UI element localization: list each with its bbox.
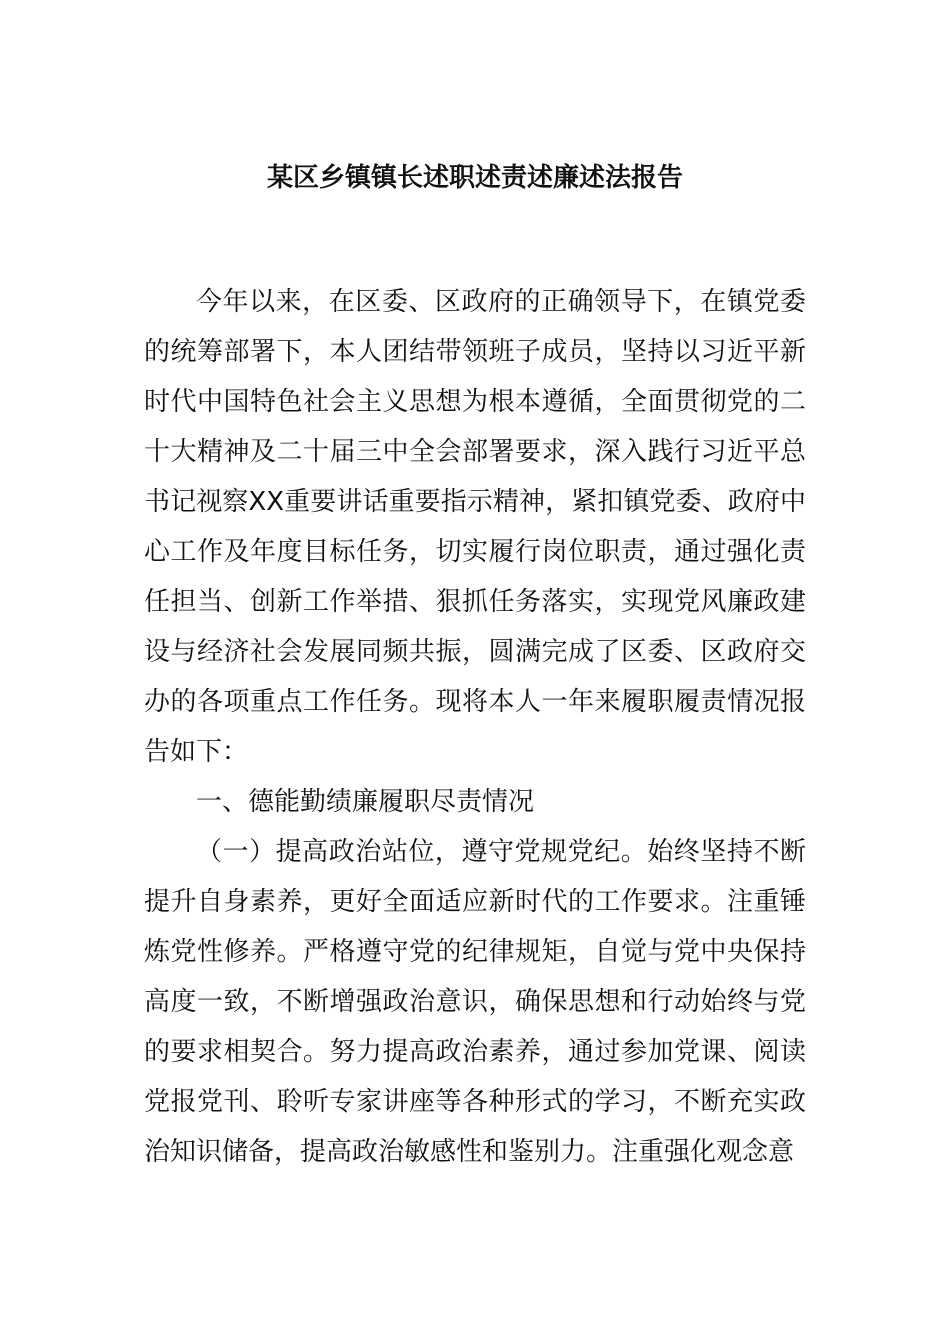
document-title: 某区乡镇镇长述职述责述廉述法报告: [266, 163, 683, 193]
intro-paragraph: 今年以来，在区委、区政府的正确领导下，在镇党委的统筹部署下，本人团结带领班子成员，坚持以习近平新时代中国特色社会主义思想为根本遵循，全面贯彻党的二十大精神及二十届三中全会部署要求，深入践行习近平总书记视察XX重要讲话重要指示精神，紧扣镇党委、政府中心工作及年度目标任务，切实履行岗位职责，通过强化责任担当、创新工作举措、狠抓任务落实，实现党风廉政建设与经济社会发展同频共振，圆满完成了区委、区政府交办的各项重点工作任务。现将本人一年来履职履责情况报告如下：: [144, 287, 806, 767]
section-heading: 一、德能勤绩廉履职尽责情况: [196, 787, 535, 817]
document-body: [144, 277, 806, 1177]
subsection-paragraph: （一）提高政治站位，遵守党规党纪。始终坚持不断提升自身素养，更好全面适应新时代的工作要求。注重锤炼党性修养。严格遵守党的纪律规矩，自觉与党中央保持高度一致，不断增强政治意识，确保思想和行动始终与党的要求相契合。努力提高政治素养，通过参加党课、阅读党报党刊、聆听专家讲座等各种形式的学习，不断充实政治知识储备，提高政治敏感性和鉴别力。注重强化观念意: [144, 837, 806, 1167]
